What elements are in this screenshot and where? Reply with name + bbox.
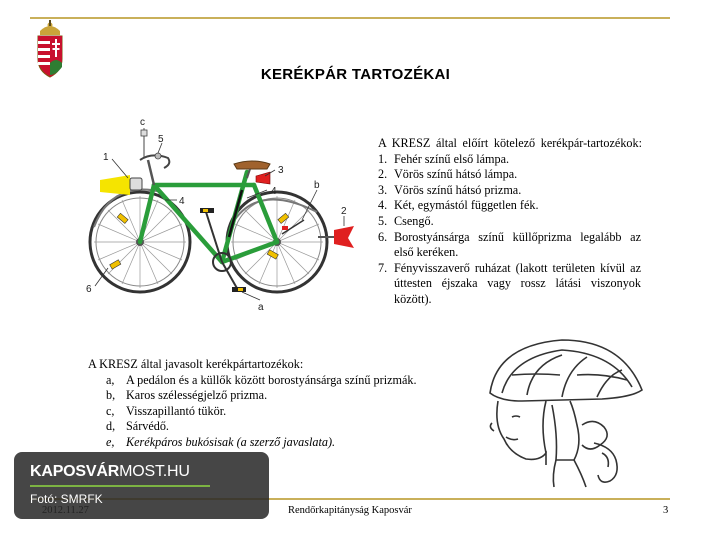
brand-logo: [30, 463, 190, 481]
list-item: a, A pedálon és a küllők között borostyánsárga színű prizmák.: [106, 372, 417, 387]
footer-center: Rendőrkapitányság Kaposvár: [288, 505, 412, 516]
brand-rest: MOST.HU: [119, 463, 190, 480]
list-item: e, Kerékpáros bukósisak (a szerző javaslata).: [106, 434, 336, 449]
brand-underline: [30, 485, 210, 487]
list-item: 3. Vörös színű hátsó prizma.: [378, 182, 522, 197]
mandatory-accessories: [378, 136, 642, 308]
top-rule: [30, 17, 670, 19]
list-item: 1. Fehér színű első lámpa.: [378, 151, 510, 166]
list-item: c, Visszapillantó tükör.: [106, 403, 227, 418]
page-title: KERÉKPÁR TARTOZÉKAI: [260, 66, 451, 83]
suggested-intro: A KRESZ által javasolt kerékpártartozékok:: [88, 357, 304, 371]
label-c: c: [140, 117, 145, 128]
helmet-illustration: [482, 335, 652, 495]
bicycle-illustration: [82, 112, 372, 317]
mandatory-list: [378, 152, 642, 308]
page-number: 3: [663, 505, 669, 516]
label-b: b: [314, 180, 320, 191]
list-item: 7. Fényvisszaverő ruházat (lakott területen kívül az úttesten éjszaka vagy rossz látási viszonyok között).: [378, 260, 641, 306]
photo-credit: Fotó: SMRFK: [30, 492, 103, 506]
list-item: 6. Borostyánsárga színű küllőprizma legalább az első keréken.: [378, 229, 641, 260]
label-5: 5: [158, 134, 164, 145]
label-1: 1: [103, 152, 109, 163]
label-2: 2: [341, 206, 347, 217]
label-6: 6: [86, 284, 92, 295]
mandatory-intro: A KRESZ által előírt kötelező kerékpár-tartozékok:: [378, 136, 642, 150]
list-item: 5. Csengő.: [378, 213, 434, 228]
label-4-front: 4: [179, 196, 185, 207]
list-item: 2. Vörös színű hátsó lámpa.: [378, 167, 518, 182]
list-item: b, Karos szélességjelző prizma.: [106, 388, 268, 403]
label-4-rear: 4: [271, 186, 277, 197]
list-item: 4. Két, egymástól független fék.: [378, 198, 539, 213]
list-item: d, Sárvédő.: [106, 419, 169, 434]
brand-bold: KAPOSVÁR: [30, 463, 120, 480]
suggested-accessories: [88, 357, 488, 451]
label-a: a: [258, 302, 264, 313]
label-3: 3: [278, 165, 284, 176]
